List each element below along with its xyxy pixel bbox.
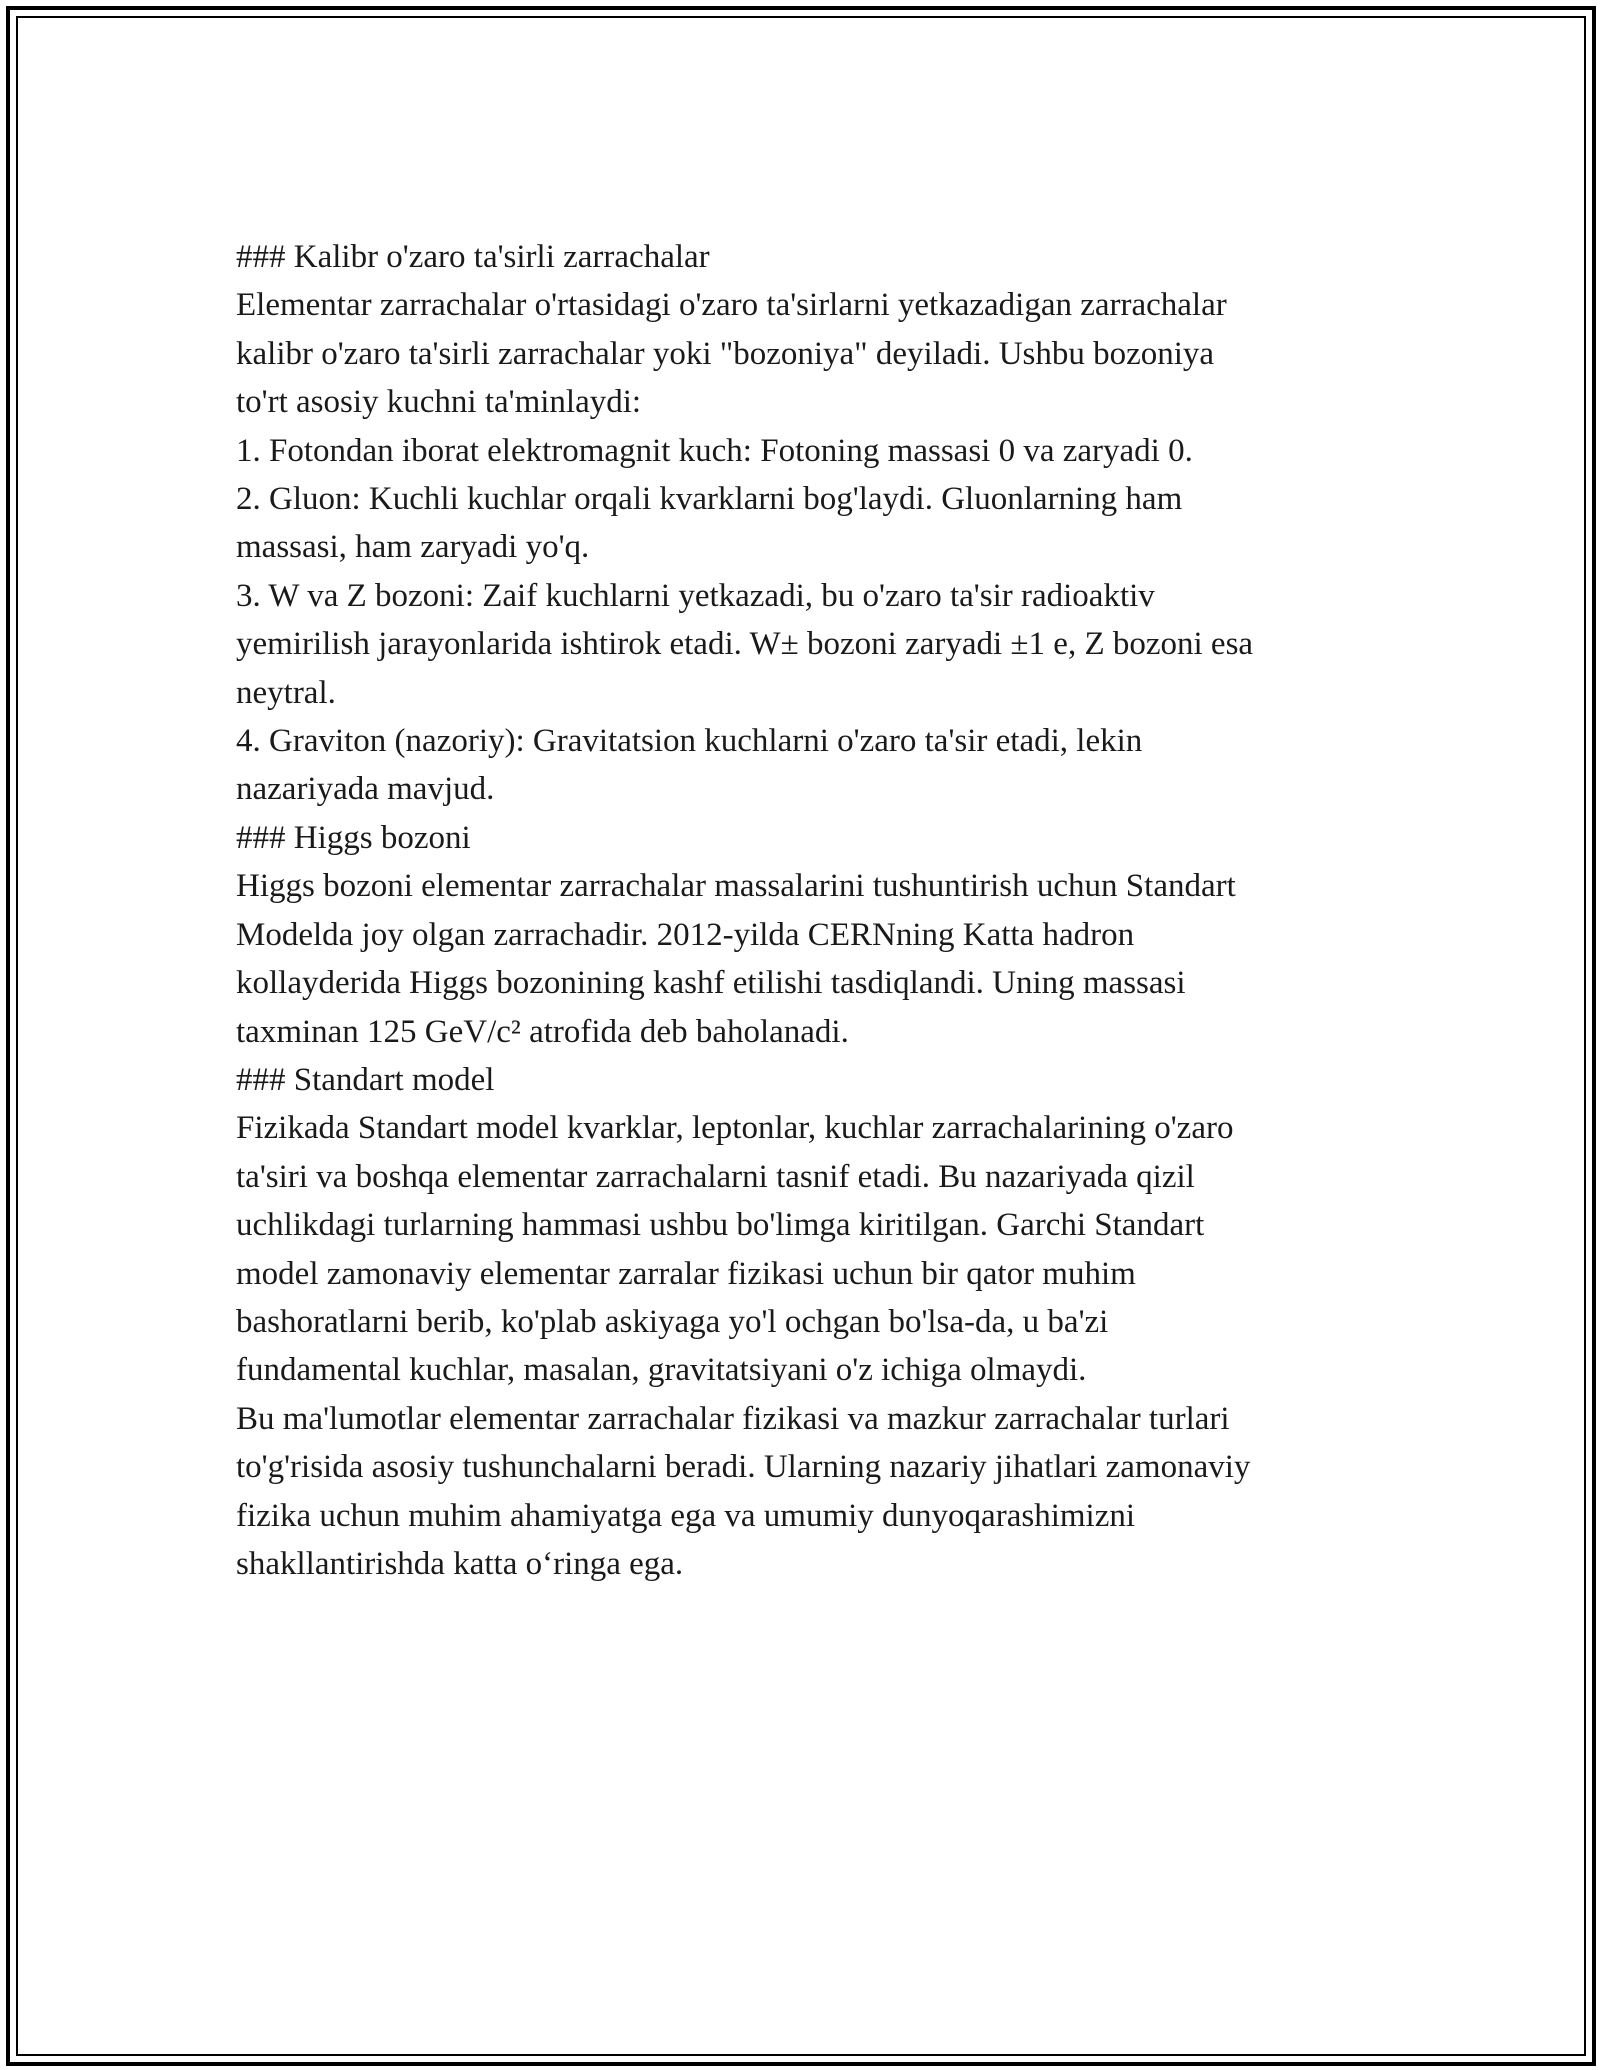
document-body (236, 233, 1386, 1588)
section-paragraph-higgs (236, 862, 1386, 1056)
text-line: Modelda joy olgan zarrachadir. 2012-yilda CERNning Katta hadron (236, 916, 1135, 953)
list-item-graviton: 4. Graviton (nazoriy): Gravitatsion kuchlarni o'zaro ta'sir etadi, lekin (236, 723, 1143, 760)
list-item-gluon-cont: massasi, ham zaryadi yo'q. (236, 529, 590, 566)
section-heading-gauge-bosons: ### Kalibr o'zaro ta'sirli zarrachalar (236, 239, 710, 275)
text-line: Elementar zarrachalar o'rtasidagi o'zaro ta'sirlarni yetkazadigan zarrachalar (236, 287, 1227, 324)
text-line: to'g'risida asosiy tushunchalarni beradi. Ularning nazariy jihatlari zamonaviy (236, 1449, 1251, 1486)
text-line: Bu ma'lumotlar elementar zarrachalar fizikasi va mazkur zarrachalar turlari (236, 1400, 1230, 1437)
text-line: ta'siri va boshqa elementar zarrachalarni tasnif etadi. Bu nazariyada qizil (236, 1158, 1195, 1195)
list-item-photon: 1. Fotondan iborat elektromagnit kuch: Fotoning massasi 0 va zaryadi 0. (236, 432, 1193, 469)
list-item-gluon: 2. Gluon: Kuchli kuchlar orqali kvarklarni bog'laydi. Gluonlarning ham (236, 481, 1183, 518)
section-heading-higgs: ### Higgs bozoni (236, 819, 471, 856)
section-paragraph-standard-model (236, 1104, 1386, 1394)
section-paragraph-gauge-bosons (236, 281, 1386, 813)
list-item-wz-boson-cont: neytral. (236, 674, 336, 711)
text-line: model zamonaviy elementar zarralar fizikasi uchun bir qator muhim (236, 1255, 1136, 1292)
text-line: shakllantirishda katta o‘ringa ega. (236, 1545, 684, 1582)
text-line: Fizikada Standart model kvarklar, leptonlar, kuchlar zarrachalarining o'zaro (236, 1110, 1234, 1147)
text-line: kalibr o'zaro ta'sirli zarrachalar yoki "bozoniya" deyiladi. Ushbu bozoniya (236, 335, 1215, 372)
text-line: fundamental kuchlar, masalan, gravitatsiyani o'z ichiga olmaydi. (236, 1352, 1087, 1389)
text-line: to'rt asosiy kuchni ta'minlaydi: (236, 384, 642, 421)
text-line: fizika uchun muhim ahamiyatga ega va umumiy dunyoqarashimizni (236, 1497, 1136, 1534)
list-item-wz-boson-cont: yemirilish jarayonlarida ishtirok etadi. W± bozoni zaryadi ±1 e, Z bozoni esa (236, 626, 1254, 663)
text-line: bashoratlarni berib, ko'plab askiyaga yo'l ochgan bo'lsa-da, u ba'zi (236, 1303, 1109, 1340)
list-item-wz-boson: 3. W va Z bozoni: Zaif kuchlarni yetkazadi, bu o'zaro ta'sir radioaktiv (236, 577, 1155, 614)
closing-paragraph (236, 1395, 1386, 1589)
text-line: Higgs bozoni elementar zarrachalar massalarini tushuntirish uchun Standart (236, 868, 1236, 905)
text-line: taxminan 125 GeV/c² atrofida deb baholanadi. (236, 1013, 849, 1050)
list-item-graviton-cont: nazariyada mavjud. (236, 771, 495, 808)
text-line: kollayderida Higgs bozonining kashf etilishi tasdiqlandi. Uning massasi (236, 965, 1186, 1002)
text-line: uchlikdagi turlarning hammasi ushbu bo'limga kiritilgan. Garchi Standart (236, 1207, 1205, 1244)
section-heading-standard-model: ### Standart model (236, 1061, 495, 1098)
